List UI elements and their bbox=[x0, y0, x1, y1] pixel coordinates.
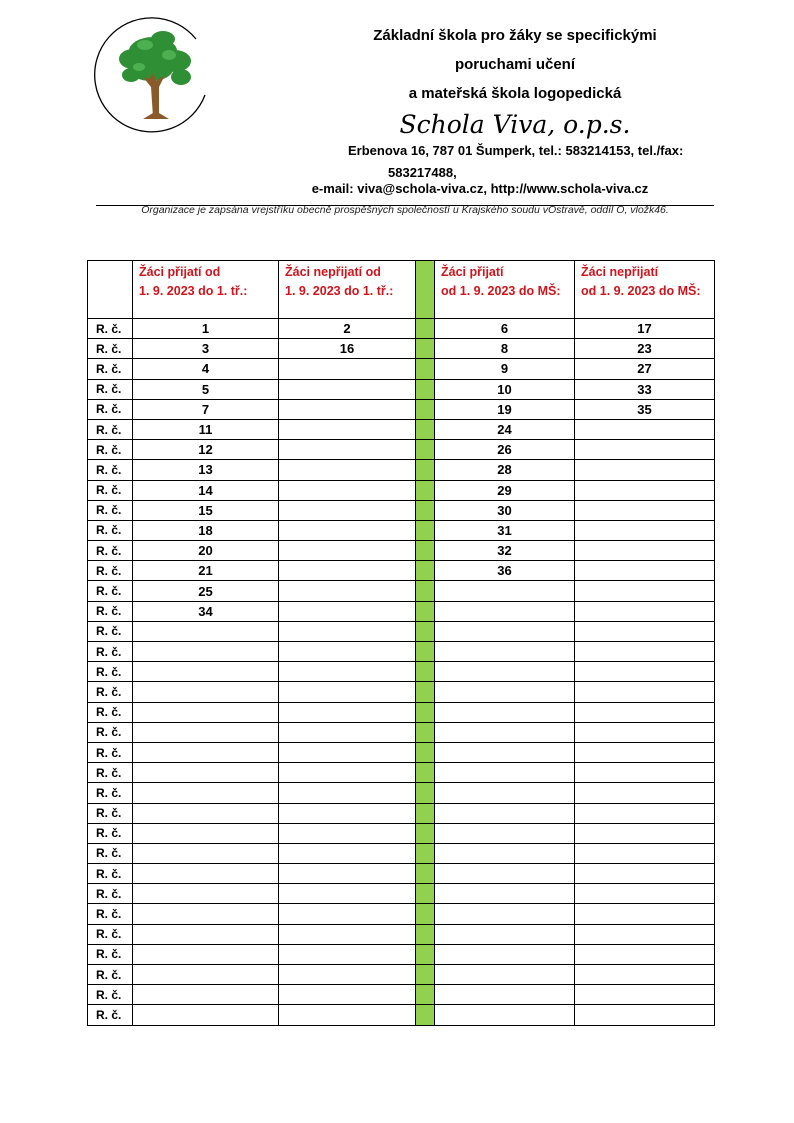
cell-rejected-class1 bbox=[279, 884, 416, 904]
cell-accepted-class1 bbox=[133, 823, 279, 843]
cell-rejected-ms bbox=[575, 642, 715, 662]
row-label: R. č. bbox=[88, 339, 133, 359]
cell-rejected-ms bbox=[575, 601, 715, 621]
cell-accepted-class1 bbox=[133, 702, 279, 722]
separator-cell bbox=[416, 783, 435, 803]
table-row bbox=[88, 924, 715, 944]
cell-accepted-class1 bbox=[133, 985, 279, 1005]
address-line-1: Erbenova 16, 787 01 Šumperk, tel.: 583214153, tel./fax: bbox=[348, 143, 684, 158]
separator-cell bbox=[416, 480, 435, 500]
cell-accepted-ms: 31 bbox=[435, 520, 575, 540]
cell-rejected-ms bbox=[575, 924, 715, 944]
cell-rejected-class1 bbox=[279, 783, 416, 803]
row-label: R. č. bbox=[88, 742, 133, 762]
row-label: R. č. bbox=[88, 904, 133, 924]
school-header bbox=[300, 21, 730, 142]
table-row bbox=[88, 682, 715, 702]
cell-rejected-ms bbox=[575, 561, 715, 581]
cell-rejected-class1 bbox=[279, 985, 416, 1005]
cell-accepted-class1 bbox=[133, 763, 279, 783]
cell-rejected-ms bbox=[575, 904, 715, 924]
cell-accepted-ms: 26 bbox=[435, 440, 575, 460]
cell-accepted-ms: 24 bbox=[435, 419, 575, 439]
cell-accepted-class1 bbox=[133, 1005, 279, 1025]
cell-rejected-class1 bbox=[279, 823, 416, 843]
row-label: R. č. bbox=[88, 601, 133, 621]
separator-cell bbox=[416, 419, 435, 439]
table-row bbox=[88, 803, 715, 823]
row-label: R. č. bbox=[88, 823, 133, 843]
header-accepted-ms: Žáci přijatí od 1. 9. 2023 do MŠ: bbox=[435, 261, 575, 319]
row-label: R. č. bbox=[88, 864, 133, 884]
row-label: R. č. bbox=[88, 319, 133, 339]
cell-rejected-class1 bbox=[279, 399, 416, 419]
cell-accepted-class1: 12 bbox=[133, 440, 279, 460]
table-row bbox=[88, 763, 715, 783]
separator-cell bbox=[416, 682, 435, 702]
separator-cell bbox=[416, 702, 435, 722]
row-label: R. č. bbox=[88, 722, 133, 742]
table-row bbox=[88, 722, 715, 742]
cell-accepted-class1 bbox=[133, 864, 279, 884]
cell-accepted-class1: 25 bbox=[133, 581, 279, 601]
row-label: R. č. bbox=[88, 359, 133, 379]
row-label: R. č. bbox=[88, 985, 133, 1005]
cell-accepted-class1: 4 bbox=[133, 359, 279, 379]
cell-rejected-class1 bbox=[279, 581, 416, 601]
cell-rejected-ms bbox=[575, 722, 715, 742]
separator-cell bbox=[416, 884, 435, 904]
row-label: R. č. bbox=[88, 843, 133, 863]
separator-cell bbox=[416, 440, 435, 460]
cell-rejected-class1 bbox=[279, 864, 416, 884]
cell-accepted-ms: 19 bbox=[435, 399, 575, 419]
cell-accepted-class1: 1 bbox=[133, 319, 279, 339]
cell-rejected-class1 bbox=[279, 965, 416, 985]
cell-accepted-ms: 32 bbox=[435, 541, 575, 561]
row-label: R. č. bbox=[88, 803, 133, 823]
separator-cell bbox=[416, 1005, 435, 1025]
cell-accepted-class1 bbox=[133, 944, 279, 964]
cell-accepted-class1 bbox=[133, 803, 279, 823]
cell-rejected-ms bbox=[575, 702, 715, 722]
row-label: R. č. bbox=[88, 621, 133, 641]
cell-accepted-class1 bbox=[133, 742, 279, 762]
separator-cell bbox=[416, 722, 435, 742]
cell-rejected-ms bbox=[575, 460, 715, 480]
separator-cell bbox=[416, 763, 435, 783]
table-row bbox=[88, 944, 715, 964]
table-row bbox=[88, 702, 715, 722]
separator-cell bbox=[416, 379, 435, 399]
cell-accepted-class1: 3 bbox=[133, 339, 279, 359]
cell-accepted-class1: 15 bbox=[133, 500, 279, 520]
header-rejected-class1: Žáci nepřijatí od 1. 9. 2023 do 1. tř.: bbox=[279, 261, 416, 319]
cell-rejected-class1 bbox=[279, 500, 416, 520]
separator-cell bbox=[416, 319, 435, 339]
cell-rejected-class1 bbox=[279, 1005, 416, 1025]
header-accepted-class1: Žáci přijatí od 1. 9. 2023 do 1. tř.: bbox=[133, 261, 279, 319]
cell-accepted-ms bbox=[435, 682, 575, 702]
cell-accepted-ms bbox=[435, 783, 575, 803]
separator-cell bbox=[416, 520, 435, 540]
table-row bbox=[88, 581, 715, 601]
separator-cell bbox=[416, 460, 435, 480]
cell-rejected-class1 bbox=[279, 359, 416, 379]
cell-rejected-class1 bbox=[279, 702, 416, 722]
row-label: R. č. bbox=[88, 1005, 133, 1025]
separator-cell bbox=[416, 601, 435, 621]
cell-accepted-class1 bbox=[133, 783, 279, 803]
row-label: R. č. bbox=[88, 541, 133, 561]
cell-accepted-class1: 11 bbox=[133, 419, 279, 439]
cell-accepted-ms bbox=[435, 763, 575, 783]
cell-rejected-class1 bbox=[279, 460, 416, 480]
table-row bbox=[88, 460, 715, 480]
tree-logo-icon bbox=[93, 17, 213, 137]
cell-accepted-class1: 18 bbox=[133, 520, 279, 540]
table-row bbox=[88, 561, 715, 581]
table-row bbox=[88, 480, 715, 500]
separator-cell bbox=[416, 864, 435, 884]
row-label: R. č. bbox=[88, 924, 133, 944]
table-row bbox=[88, 500, 715, 520]
table-row bbox=[88, 419, 715, 439]
cell-rejected-ms bbox=[575, 803, 715, 823]
cell-accepted-ms bbox=[435, 581, 575, 601]
cell-rejected-class1 bbox=[279, 944, 416, 964]
cell-rejected-class1 bbox=[279, 440, 416, 460]
table-row bbox=[88, 783, 715, 803]
cell-rejected-class1 bbox=[279, 682, 416, 702]
table-row bbox=[88, 642, 715, 662]
cell-accepted-class1: 13 bbox=[133, 460, 279, 480]
cell-accepted-ms: 10 bbox=[435, 379, 575, 399]
separator-cell bbox=[416, 904, 435, 924]
cell-accepted-ms bbox=[435, 621, 575, 641]
cell-rejected-ms: 35 bbox=[575, 399, 715, 419]
cell-rejected-ms bbox=[575, 682, 715, 702]
separator-cell bbox=[416, 581, 435, 601]
cell-accepted-ms bbox=[435, 965, 575, 985]
cell-accepted-class1: 34 bbox=[133, 601, 279, 621]
row-label: R. č. bbox=[88, 500, 133, 520]
school-line-2: poruchami učení bbox=[454, 56, 576, 73]
cell-accepted-class1 bbox=[133, 722, 279, 742]
cell-accepted-ms: 30 bbox=[435, 500, 575, 520]
row-label: R. č. bbox=[88, 662, 133, 682]
table-row bbox=[88, 440, 715, 460]
cell-rejected-ms: 27 bbox=[575, 359, 715, 379]
cell-accepted-ms: 9 bbox=[435, 359, 575, 379]
cell-rejected-ms bbox=[575, 520, 715, 540]
cell-accepted-ms bbox=[435, 924, 575, 944]
cell-rejected-ms bbox=[575, 763, 715, 783]
cell-rejected-class1 bbox=[279, 601, 416, 621]
cell-accepted-class1 bbox=[133, 843, 279, 863]
table-row bbox=[88, 319, 715, 339]
school-line-3: a mateřská škola logopedická bbox=[408, 85, 622, 102]
separator-cell bbox=[416, 561, 435, 581]
separator-cell bbox=[416, 965, 435, 985]
separator-cell bbox=[416, 399, 435, 419]
cell-rejected-ms bbox=[575, 500, 715, 520]
table-row bbox=[88, 843, 715, 863]
row-label: R. č. bbox=[88, 561, 133, 581]
separator-cell bbox=[416, 642, 435, 662]
cell-rejected-ms bbox=[575, 884, 715, 904]
cell-rejected-class1 bbox=[279, 904, 416, 924]
table-row bbox=[88, 379, 715, 399]
cell-accepted-class1 bbox=[133, 621, 279, 641]
cell-rejected-class1 bbox=[279, 419, 416, 439]
cell-rejected-ms bbox=[575, 440, 715, 460]
cell-accepted-ms: 28 bbox=[435, 460, 575, 480]
cell-accepted-ms bbox=[435, 884, 575, 904]
cell-rejected-ms bbox=[575, 944, 715, 964]
cell-rejected-ms bbox=[575, 742, 715, 762]
row-label: R. č. bbox=[88, 581, 133, 601]
cell-accepted-ms: 36 bbox=[435, 561, 575, 581]
table-row bbox=[88, 985, 715, 1005]
table-row bbox=[88, 399, 715, 419]
cell-accepted-ms bbox=[435, 1005, 575, 1025]
separator-cell bbox=[416, 541, 435, 561]
cell-accepted-class1 bbox=[133, 662, 279, 682]
cell-rejected-ms bbox=[575, 541, 715, 561]
cell-accepted-ms bbox=[435, 601, 575, 621]
table-row bbox=[88, 742, 715, 762]
school-contact: e-mail: viva@schola-viva.cz, http://www.schola-viva.cz bbox=[311, 181, 649, 196]
separator-cell bbox=[416, 742, 435, 762]
separator-cell bbox=[416, 944, 435, 964]
separator-cell bbox=[416, 823, 435, 843]
cell-rejected-class1 bbox=[279, 480, 416, 500]
separator-cell bbox=[416, 621, 435, 641]
row-label: R. č. bbox=[88, 682, 133, 702]
cell-accepted-ms bbox=[435, 904, 575, 924]
cell-rejected-ms bbox=[575, 480, 715, 500]
cell-rejected-ms bbox=[575, 985, 715, 1005]
row-label: R. č. bbox=[88, 783, 133, 803]
table-row bbox=[88, 864, 715, 884]
table-row bbox=[88, 904, 715, 924]
row-label: R. č. bbox=[88, 642, 133, 662]
cell-accepted-ms bbox=[435, 702, 575, 722]
cell-accepted-class1: 7 bbox=[133, 399, 279, 419]
row-label: R. č. bbox=[88, 460, 133, 480]
header-cell-label bbox=[88, 261, 133, 319]
cell-accepted-ms bbox=[435, 944, 575, 964]
cell-rejected-ms bbox=[575, 1005, 715, 1025]
cell-accepted-ms: 29 bbox=[435, 480, 575, 500]
cell-rejected-class1 bbox=[279, 843, 416, 863]
cell-accepted-class1: 14 bbox=[133, 480, 279, 500]
cell-accepted-ms bbox=[435, 642, 575, 662]
cell-rejected-ms bbox=[575, 783, 715, 803]
cell-rejected-class1 bbox=[279, 722, 416, 742]
header-separator bbox=[416, 261, 435, 319]
row-label: R. č. bbox=[88, 480, 133, 500]
cell-rejected-ms: 17 bbox=[575, 319, 715, 339]
cell-rejected-class1 bbox=[279, 621, 416, 641]
row-label: R. č. bbox=[88, 763, 133, 783]
separator-cell bbox=[416, 500, 435, 520]
cell-rejected-class1 bbox=[279, 541, 416, 561]
cell-rejected-class1 bbox=[279, 642, 416, 662]
cell-accepted-class1 bbox=[133, 642, 279, 662]
table-row bbox=[88, 662, 715, 682]
cell-accepted-class1: 20 bbox=[133, 541, 279, 561]
cell-rejected-ms bbox=[575, 621, 715, 641]
cell-rejected-class1 bbox=[279, 561, 416, 581]
separator-cell bbox=[416, 662, 435, 682]
school-line-1: Základní škola pro žáky se specifickými bbox=[373, 27, 657, 44]
table-row bbox=[88, 520, 715, 540]
row-label: R. č. bbox=[88, 965, 133, 985]
cell-accepted-class1: 21 bbox=[133, 561, 279, 581]
table-row bbox=[88, 541, 715, 561]
cell-rejected-class1: 2 bbox=[279, 319, 416, 339]
school-address bbox=[300, 140, 740, 184]
cell-rejected-class1 bbox=[279, 742, 416, 762]
cell-rejected-ms bbox=[575, 843, 715, 863]
cell-accepted-ms bbox=[435, 985, 575, 1005]
cell-accepted-ms bbox=[435, 823, 575, 843]
separator-cell bbox=[416, 924, 435, 944]
header-rejected-ms: Žáci nepřijatí od 1. 9. 2023 do MŠ: bbox=[575, 261, 715, 319]
table-row bbox=[88, 621, 715, 641]
row-label: R. č. bbox=[88, 520, 133, 540]
table-row bbox=[88, 1005, 715, 1025]
cell-accepted-class1: 5 bbox=[133, 379, 279, 399]
cell-rejected-class1 bbox=[279, 520, 416, 540]
cell-rejected-class1 bbox=[279, 763, 416, 783]
address-line-2: 583217488, bbox=[388, 165, 457, 180]
school-logo bbox=[93, 17, 213, 137]
cell-accepted-ms: 6 bbox=[435, 319, 575, 339]
separator-cell bbox=[416, 359, 435, 379]
cell-rejected-class1 bbox=[279, 803, 416, 823]
cell-accepted-class1 bbox=[133, 682, 279, 702]
row-label: R. č. bbox=[88, 419, 133, 439]
cell-accepted-ms bbox=[435, 722, 575, 742]
separator-cell bbox=[416, 985, 435, 1005]
cell-accepted-class1 bbox=[133, 924, 279, 944]
separator-cell bbox=[416, 339, 435, 359]
cell-accepted-class1 bbox=[133, 884, 279, 904]
row-label: R. č. bbox=[88, 399, 133, 419]
school-name: Schola Viva, o.p.s. bbox=[399, 110, 631, 139]
cell-accepted-ms bbox=[435, 864, 575, 884]
row-label: R. č. bbox=[88, 944, 133, 964]
row-label: R. č. bbox=[88, 884, 133, 904]
cell-rejected-class1 bbox=[279, 379, 416, 399]
table-row bbox=[88, 965, 715, 985]
table-header-row bbox=[88, 261, 715, 319]
separator-cell bbox=[416, 803, 435, 823]
admission-table bbox=[87, 260, 715, 1026]
cell-accepted-ms bbox=[435, 843, 575, 863]
cell-rejected-class1: 16 bbox=[279, 339, 416, 359]
cell-accepted-class1 bbox=[133, 965, 279, 985]
table-row bbox=[88, 823, 715, 843]
cell-rejected-ms bbox=[575, 662, 715, 682]
cell-rejected-ms bbox=[575, 823, 715, 843]
separator-cell bbox=[416, 843, 435, 863]
row-label: R. č. bbox=[88, 379, 133, 399]
cell-accepted-ms bbox=[435, 803, 575, 823]
cell-rejected-ms: 23 bbox=[575, 339, 715, 359]
registry-note: Organizace je zapsána vrejstříku obecně prospěšných společností u Krajského soudu vOstravě, oddíl O, vložk46. bbox=[141, 204, 669, 216]
cell-rejected-class1 bbox=[279, 662, 416, 682]
cell-rejected-class1 bbox=[279, 924, 416, 944]
cell-accepted-ms bbox=[435, 742, 575, 762]
cell-rejected-ms bbox=[575, 864, 715, 884]
cell-rejected-ms bbox=[575, 965, 715, 985]
table-row bbox=[88, 884, 715, 904]
cell-accepted-ms: 8 bbox=[435, 339, 575, 359]
cell-rejected-ms bbox=[575, 581, 715, 601]
cell-rejected-ms bbox=[575, 419, 715, 439]
cell-accepted-class1 bbox=[133, 904, 279, 924]
cell-rejected-ms: 33 bbox=[575, 379, 715, 399]
table-row bbox=[88, 359, 715, 379]
row-label: R. č. bbox=[88, 440, 133, 460]
table-row bbox=[88, 601, 715, 621]
row-label: R. č. bbox=[88, 702, 133, 722]
cell-accepted-ms bbox=[435, 662, 575, 682]
table-row bbox=[88, 339, 715, 359]
